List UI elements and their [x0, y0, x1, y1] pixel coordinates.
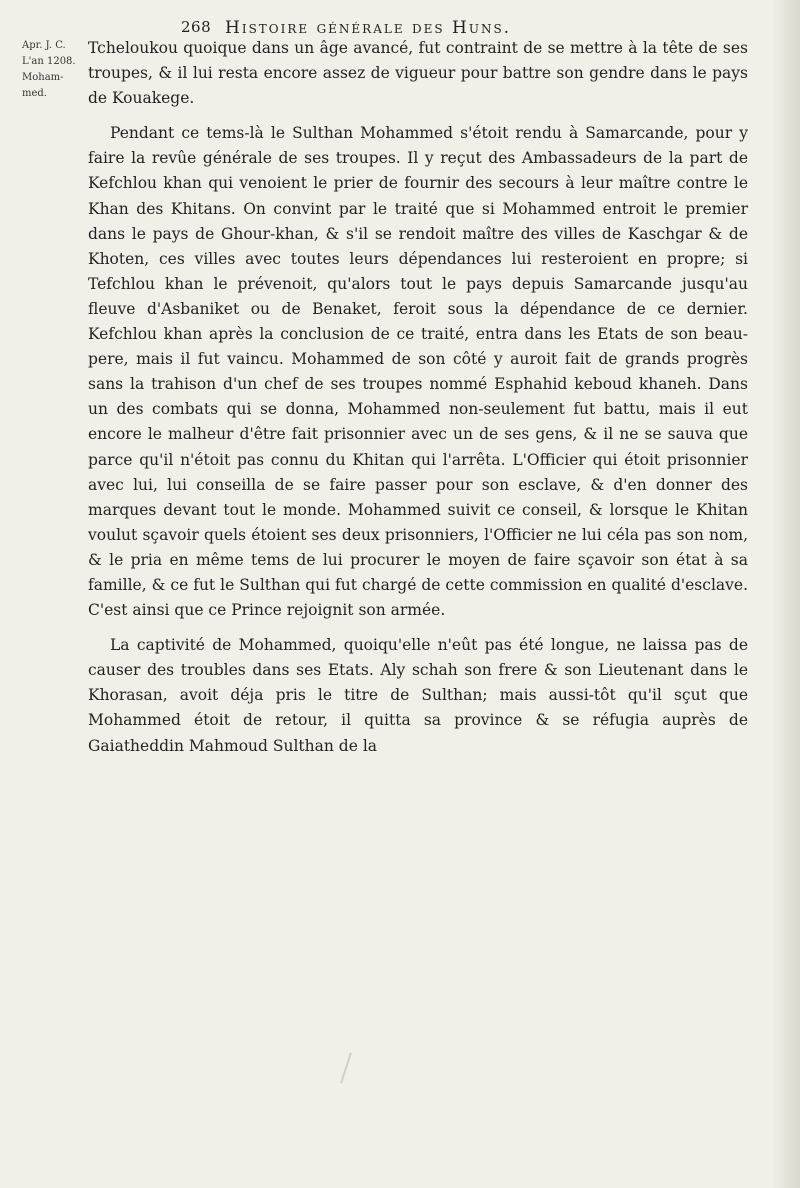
page-number: 268	[181, 18, 212, 36]
paragraph: Tcheloukou quoique dans un âge avancé, fut contraint de se mettre à la tête de ses troupes, & il lui resta encore assez de vigueur pour battre son gendre dans le pays de Kouakege.	[88, 39, 748, 108]
margin-note	[22, 38, 78, 102]
margin-note-line: med.	[22, 88, 47, 99]
margin-note-line: L'an 1208.	[22, 56, 76, 67]
page-edge-shadow	[772, 0, 800, 1188]
margin-note-line: Moham-	[22, 72, 64, 83]
running-title: Histoire générale des Huns.	[225, 18, 512, 38]
paragraph: La captivité de Mohammed, quoiqu'elle n'eût pas été longue, ne laissa pas de causer des troubles dans ses Etats. Aly schah son frere & son Lieutenant dans le Khorasan, avoit déja pris le titre de Sulthan; mais aussi-tôt qu'il sçut que Mohammed étoit de retour, il quitta sa province & se réfugia auprès de Gaiatheddin Mahmoud Sulthan de la	[88, 636, 748, 755]
page-body	[88, 36, 748, 769]
pencil-mark	[340, 1052, 352, 1083]
paragraph: Pendant ce tems-là le Sulthan Mohammed s'étoit rendu à Samarcande, pour y faire la revûe générale de ses troupes. Il y reçut des Ambassadeurs de la part de Kefchlou khan qui venoient le prier de fournir des secours à leur maître contre le Khan des Khitans. On convint par le traité que si Mohammed entroit le premier dans le pays de Ghour-khan, & s'il se rendoit maître des villes de Kaschgar & de Khoten, ces villes avec toutes leurs dépendances lui resteroient en propre; si Tefchlou khan le prévenoit, qu'alors tout le pays depuis Samarcande jusqu'au fleuve d'Asbaniket ou de Benaket, feroit sous la dépendance de ce dernier. Kefchlou khan après la conclusion de ce traité, entra dans les Etats de son beau-pere, mais il fut vaincu. Mohammed de son côté y auroit fait de grands progrès sans la trahison d'un chef de ses troupes nommé Esphahid keboud khaneh. Dans un des combats qui se donna, Mohammed non-seulement fut battu, mais il eut encore le malheur d'être fait prisonnier avec un de ses gens, & il ne se sauva que parce qu'il n'étoit pas connu du Khitan qui l'arrêta. L'Officier qui étoit prisonnier avec lui, lui conseilla de se faire passer pour son esclave, & d'en donner des marques devant tout le monde. Mohammed suivit ce conseil, & lorsque le Khitan voulut sçavoir quels étoient ses deux prisonniers, l'Officier ne lui céla pas son nom, & le pria en même tems de lui procurer le moyen de faire sçavoir son état à sa famille, & ce fut le Sulthan qui fut chargé de cette commission en qualité d'esclave. C'est ainsi que ce Prince rejoignit son armée.	[88, 124, 748, 620]
margin-note-line: Apr. J. C.	[22, 40, 66, 51]
